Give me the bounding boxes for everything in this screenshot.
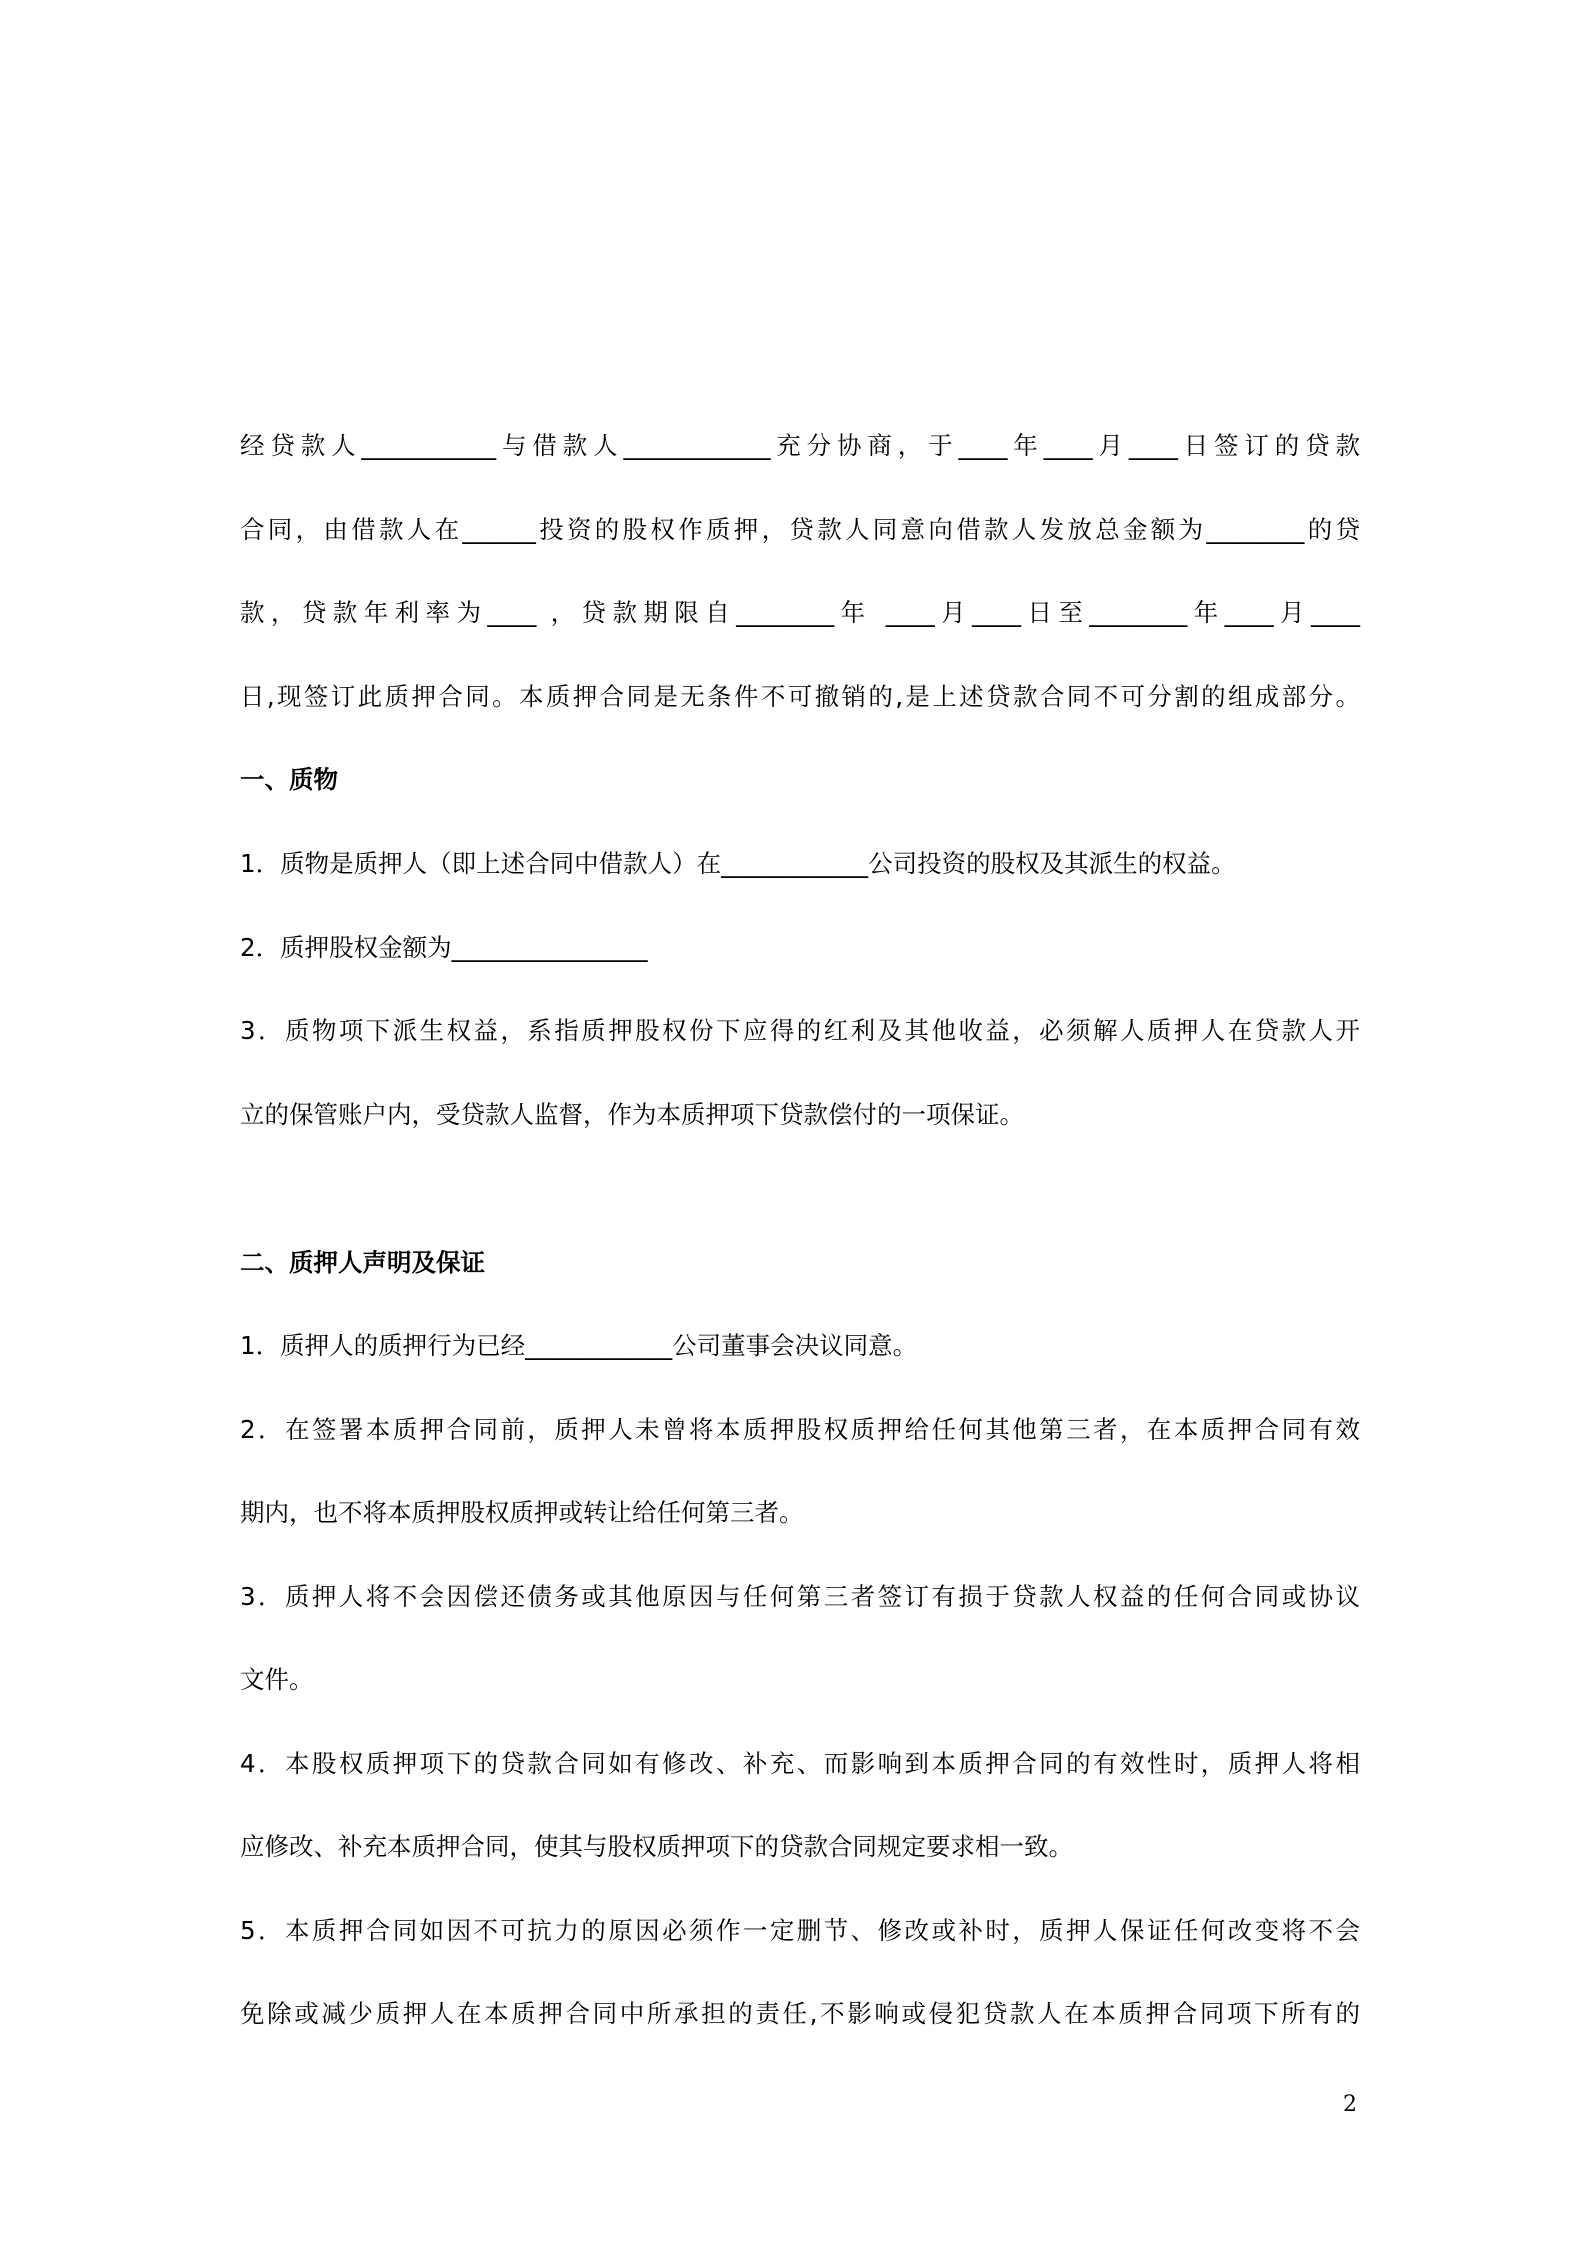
section-2-heading: 二、质押人声明及保证 (240, 1248, 485, 1277)
section-2-item-5-line-2: 免除或减少质押人在本质押合同中所承担的责任,不影响或侵犯贷款人在本质押合同项下所有的 (240, 1999, 1360, 2028)
section-2-item-2-line-1: 2．在签署本质押合同前，质押人未曾将本质押股权质押给任何其他第三者，在本质押合同有效 (240, 1415, 1360, 1444)
section-1-item-1: 1．质物是质押人（即上述合同中借款人）在____________公司投资的股权及其派生的权益。 (240, 849, 1236, 878)
intro-line-1: 经贷款人___________与借款人____________充分协商，于____年____月____日签订的贷款 (240, 431, 1360, 460)
section-2-item-3-line-1: 3．质押人将不会因偿还债务或其他原因与任何第三者签订有损于贷款人权益的任何合同或协议 (240, 1582, 1360, 1611)
section-2-item-1: 1．质押人的质押行为已经____________公司董事会决议同意。 (240, 1331, 918, 1360)
section-1-heading: 一、质物 (240, 765, 338, 794)
section-2-item-2-line-2: 期内，也不将本质押股权质押或转让给任何第三者。 (240, 1498, 804, 1527)
section-1-item-2: 2．质押股权金额为________________ (240, 933, 648, 962)
section-2-item-3-line-2: 文件。 (240, 1665, 314, 1694)
section-1-item-3-line-1: 3．质物项下派生权益，系指质押股权份下应得的红利及其他收益，必须解人质押人在贷款人开 (240, 1016, 1360, 1045)
section-2-item-4-line-1: 4．本股权质押项下的贷款合同如有修改、补充、而影响到本质押合同的有效性时，质押人将相 (240, 1749, 1360, 1778)
section-1-item-3-line-2: 立的保管账户内，受贷款人监督，作为本质押项下贷款偿付的一项保证。 (240, 1100, 1024, 1129)
section-2-item-5-line-1: 5．本质押合同如因不可抗力的原因必须作一定删节、修改或补时，质押人保证任何改变将不会 (240, 1916, 1360, 1945)
intro-line-4: 日,现签订此质押合同。本质押合同是无条件不可撤销的,是上述贷款合同不可分割的组成部分。 (240, 682, 1360, 711)
section-2-item-4-line-2: 应修改、补充本质押合同，使其与股权质押项下的贷款合同规定要求相一致。 (240, 1832, 1073, 1861)
page-number: 2 (1343, 2092, 1357, 2117)
intro-line-2: 合同，由借款人在______投资的股权作质押，贷款人同意向借款人发放总金额为________的贷 (240, 515, 1360, 544)
intro-line-3: 款，贷款年利率为____ ，贷款期限自________年 ____月____日至________年____月____ (240, 598, 1360, 627)
